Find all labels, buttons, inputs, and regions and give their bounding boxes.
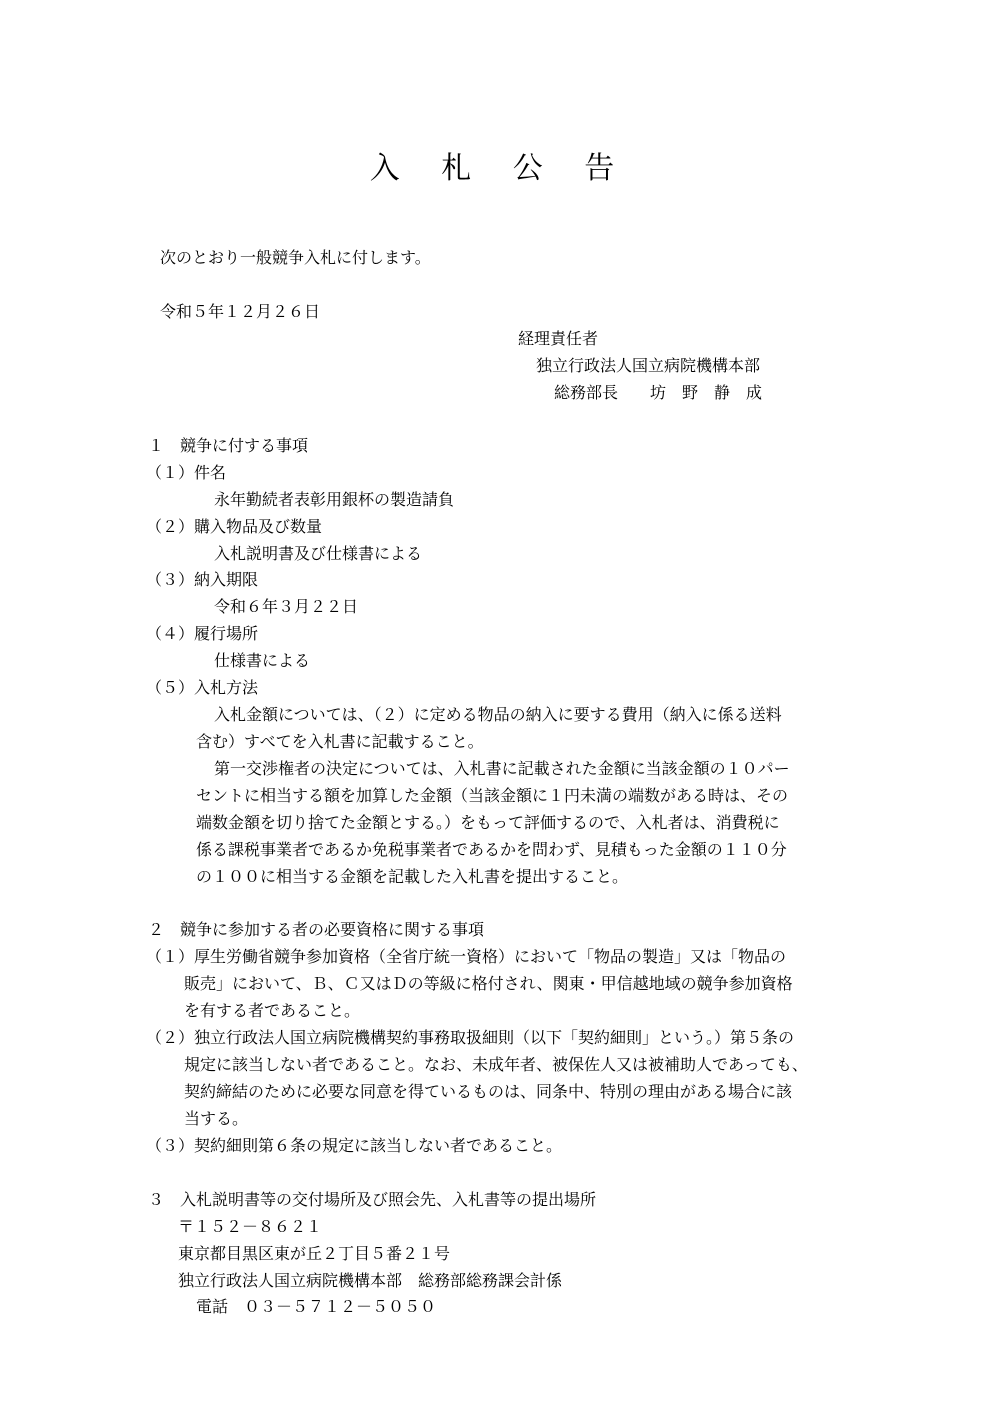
issuer-person: 総務部長 坊 野 静 成 xyxy=(554,383,763,402)
qualification-line: 規定に該当しない者であること。なお、未成年者、被保佐人又は被補助人であっても、 xyxy=(184,1055,808,1074)
notice-date: 令和５年１２月２６日 xyxy=(160,302,321,321)
section-2-heading: ２ 競争に参加する者の必要資格に関する事項 xyxy=(148,920,485,939)
item-content: 入札説明書及び仕様書による xyxy=(214,544,423,563)
item-content: 仕様書による xyxy=(214,651,311,670)
method-line: 含む）すべてを入札書に記載すること。 xyxy=(196,732,484,751)
item-content: 令和６年３月２２日 xyxy=(214,597,359,616)
issuer-org: 独立行政法人国立病院機構本部 xyxy=(536,356,761,375)
qualification-line: （２）独立行政法人国立病院機構契約事務取扱細則（以下「契約細則」という。）第５条の xyxy=(146,1028,795,1047)
qualification-line: を有する者であること。 xyxy=(184,1001,361,1020)
postal-code: 〒１５２－８６２１ xyxy=(178,1217,323,1236)
method-line: 入札金額については、（２）に定める物品の納入に要する費用（納入に係る送料 xyxy=(214,705,782,724)
page-title: 入 札 公 告 xyxy=(369,151,631,186)
qualification-line: 当する。 xyxy=(184,1109,249,1128)
qualification-line: 販売」において、Ｂ、Ｃ又はＤの等級に格付され、関東・甲信越地域の競争参加資格 xyxy=(184,974,793,993)
method-line: 端数金額を切り捨てた金額とする。）をもって評価するので、入札者は、消費税に xyxy=(196,813,780,832)
item-label: （１）件名 xyxy=(146,463,227,482)
method-line: 係る課税事業者であるか免税事業者であるかを問わず、見積もった金額の１１０分 xyxy=(196,840,787,859)
phone-number: 電話 ０３－５７１２－５０５０ xyxy=(196,1297,437,1316)
qualification-line: （３）契約細則第６条の規定に該当しない者であること。 xyxy=(146,1136,563,1155)
item-label: （２）購入物品及び数量 xyxy=(146,517,323,536)
method-line: の１００に相当する金額を記載した入札書を提出すること。 xyxy=(196,867,629,886)
item-label: （５）入札方法 xyxy=(146,678,259,697)
item-label: （４）履行場所 xyxy=(146,624,259,643)
item-content: 永年勤続者表彰用銀杯の製造請負 xyxy=(214,490,455,509)
method-line: セントに相当する額を加算した金額（当該金額に１円未満の端数がある時は、その xyxy=(196,786,789,805)
issuer-role: 経理責任者 xyxy=(518,329,599,348)
office-name: 独立行政法人国立病院機構本部 総務部総務課会計係 xyxy=(178,1271,563,1290)
qualification-line: 契約締結のために必要な同意を得ているものは、同条中、特別の理由がある場合に該 xyxy=(184,1082,793,1101)
section-1-heading: １ 競争に付する事項 xyxy=(148,436,309,455)
intro-text: 次のとおり一般競争入札に付します。 xyxy=(160,248,431,267)
qualification-line: （１）厚生労働省競争参加資格（全省庁統一資格）において「物品の製造」又は「物品の xyxy=(146,947,787,966)
method-line: 第一交渉権者の決定については、入札書に記載された金額に当該金額の１０パー xyxy=(214,759,790,778)
section-3-heading: ３ 入札説明書等の交付場所及び照会先、入札書等の提出場所 xyxy=(148,1190,597,1209)
address: 東京都目黒区東が丘２丁目５番２１号 xyxy=(178,1244,451,1263)
item-label: （３）納入期限 xyxy=(146,570,259,589)
